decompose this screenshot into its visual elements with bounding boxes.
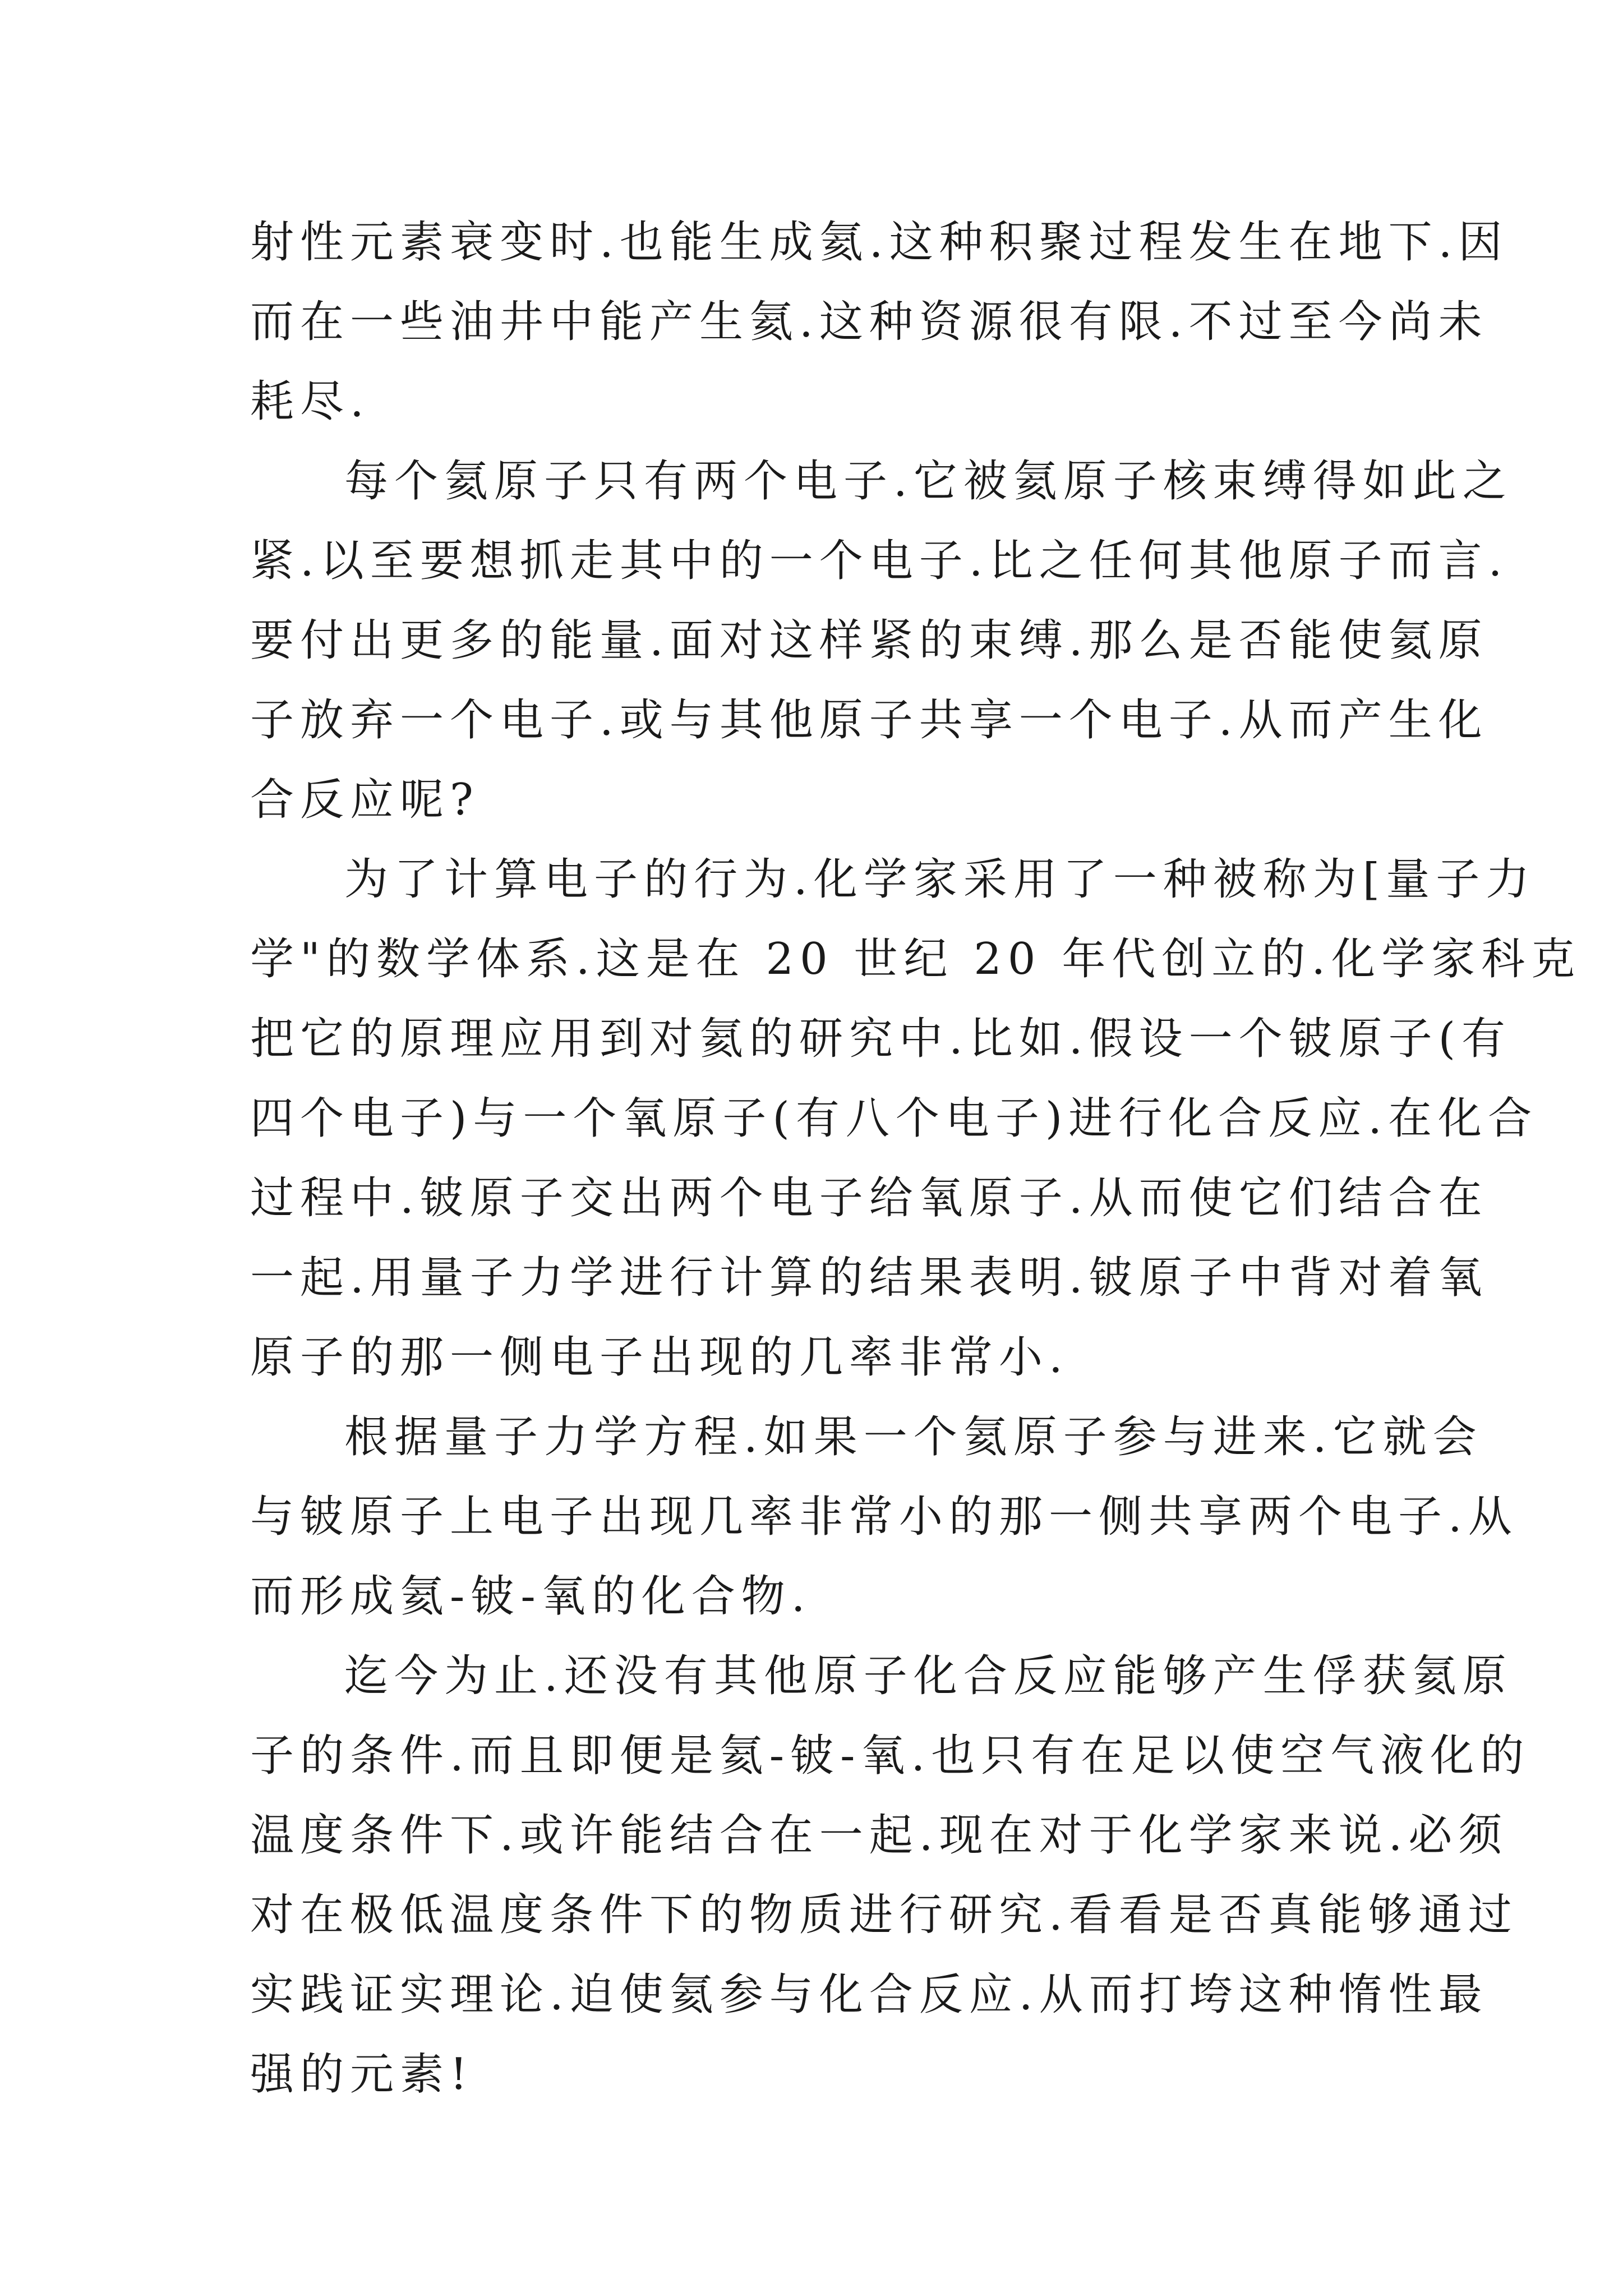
text-line: 而在一些油井中能产生氦.这种资源很有限.不过至今尚未 <box>250 297 1488 347</box>
text-line: 要付出更多的能量.面对这样紧的束缚.那么是否能使氦原 <box>250 615 1488 666</box>
text-line: 紧.以至要想抓走其中的一个电子.比之任何其他原子而言. <box>250 536 1509 586</box>
text-line: 与铍原子上电子出现几率非常小的那一侧共享两个电子.从 <box>250 1492 1518 1542</box>
text-line: 射性元素衰变时.也能生成氦.这种积聚过程发生在地下.因 <box>250 217 1509 268</box>
text-line: 合反应呢? <box>250 775 479 825</box>
text-line: 为了计算电子的行为.化学家采用了一种被称为[量子力 <box>344 854 1536 905</box>
text-line: 根据量子力学方程.如果一个氦原子参与进来.它就会 <box>344 1412 1483 1462</box>
text-line: 子的条件.而且即便是氦-铍-氧.也只有在足以使空气液化的 <box>250 1731 1530 1781</box>
text-line: 对在极低温度条件下的物质进行研究.看看是否真能够通过 <box>250 1890 1518 1940</box>
text-line: 一起.用量子力学进行计算的结果表明.铍原子中背对着氧 <box>250 1253 1488 1303</box>
text-line: 耗尽. <box>250 376 370 427</box>
text-line: 原子的那一侧电子出现的几率非常小. <box>250 1332 1069 1383</box>
text-line: 而形成氦-铍-氧的化合物. <box>250 1571 811 1622</box>
text-line: 迄今为止.还没有其他原子化合反应能够产生俘获氦原 <box>344 1651 1513 1701</box>
text-line: 温度条件下.或许能结合在一起.现在对于化学家来说.必须 <box>250 1810 1509 1861</box>
text-line: 四个电子)与一个氧原子(有八个电子)进行化合反应.在化合 <box>250 1093 1538 1144</box>
text-line: 学"的数学体系.这是在 20 世纪 20 年代创立的.化学家科克 <box>250 934 1581 984</box>
text-line: 把它的原理应用到对氦的研究中.比如.假设一个铍原子(有 <box>250 1014 1512 1064</box>
text-line: 过程中.铍原子交出两个电子给氧原子.从而使它们结合在 <box>250 1173 1488 1223</box>
body-text <box>250 203 1581 2114</box>
text-line: 每个氦原子只有两个电子.它被氦原子核束缚得如此之 <box>344 456 1513 507</box>
text-line: 子放弃一个电子.或与其他原子共享一个电子.从而产生化 <box>250 695 1488 746</box>
text-line: 强的元素! <box>250 2049 474 2100</box>
text-line: 实践证实理论.迫使氦参与化合反应.从而打垮这种惰性最 <box>250 1970 1488 2020</box>
